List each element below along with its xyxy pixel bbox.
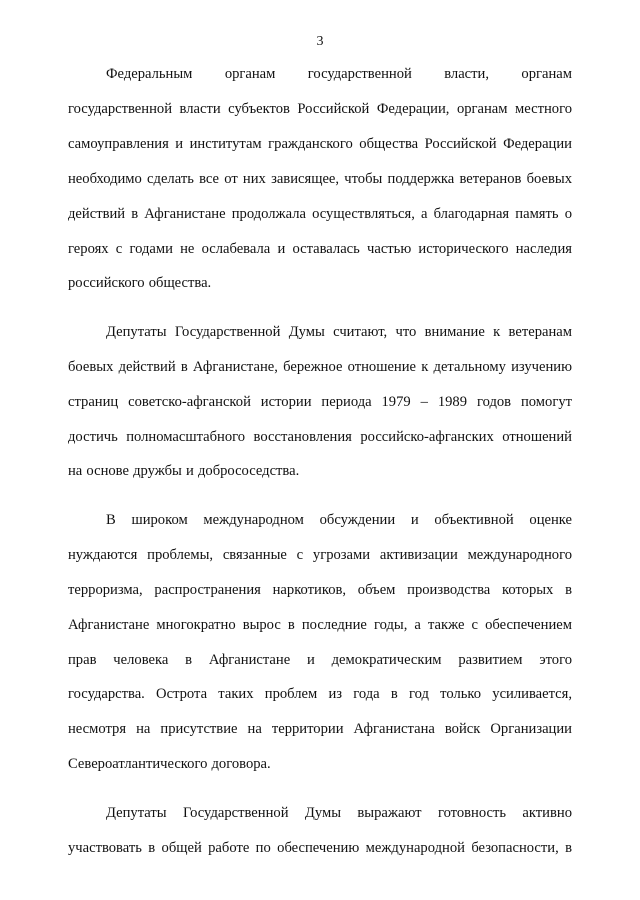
- document-body: [68, 57, 572, 865]
- text-line: страниц советско-афганской истории периода 1979 – 1989 годов помогут: [68, 393, 572, 410]
- text-line: прав человека в Афганистане и демократическим развитием этого: [68, 651, 572, 668]
- text-line: нуждаются проблемы, связанные с угрозами активизации международного: [68, 546, 572, 563]
- page-number: 3: [316, 34, 324, 49]
- text-line: на основе дружбы и добрососедства.: [68, 463, 300, 480]
- text-line: достичь полномасштабного восстановления российско-афганских отношений: [68, 428, 572, 445]
- text-line: боевых действий в Афганистане, бережное отношение к детальному изучению: [68, 358, 572, 375]
- text-line: несмотря на присутствие на территории Афганистана войск Организации: [68, 721, 572, 738]
- text-line: Афганистане многократно вырос в последние годы, а также с обеспечением: [68, 616, 572, 633]
- text-line: Североатлантического договора.: [68, 756, 271, 773]
- text-line: действий в Афганистане продолжала осуществляться, а благодарная память о: [68, 205, 572, 222]
- text-line: Депутаты Государственной Думы считают, что внимание к ветеранам: [106, 323, 572, 340]
- paragraph-4: [68, 796, 572, 866]
- text-line: В широком международном обсуждении и объективной оценке: [106, 511, 572, 528]
- text-line: Депутаты Государственной Думы выражают готовность активно: [106, 804, 572, 821]
- text-line: самоуправления и институтам гражданского общества Российской Федерации: [68, 135, 572, 152]
- text-line: государства. Острота таких проблем из года в год только усиливается,: [68, 686, 572, 703]
- text-line: героях с годами не ослабевала и оставалась частью исторического наследия: [68, 240, 572, 257]
- paragraph-1: [68, 57, 572, 301]
- text-line: российского общества.: [68, 275, 212, 292]
- text-line: участвовать в общей работе по обеспечению международной безопасности, в: [68, 839, 572, 856]
- text-line: необходимо сделать все от них зависящее, чтобы поддержка ветеранов боевых: [68, 170, 572, 187]
- text-line: государственной власти субъектов Российской Федерации, органам местного: [68, 100, 572, 117]
- paragraph-3: [68, 503, 572, 782]
- text-line: Федеральным органам государственной власти, органам: [106, 66, 572, 82]
- paragraph-2: [68, 315, 572, 490]
- text-line: терроризма, распространения наркотиков, объем производства которых в: [68, 581, 572, 598]
